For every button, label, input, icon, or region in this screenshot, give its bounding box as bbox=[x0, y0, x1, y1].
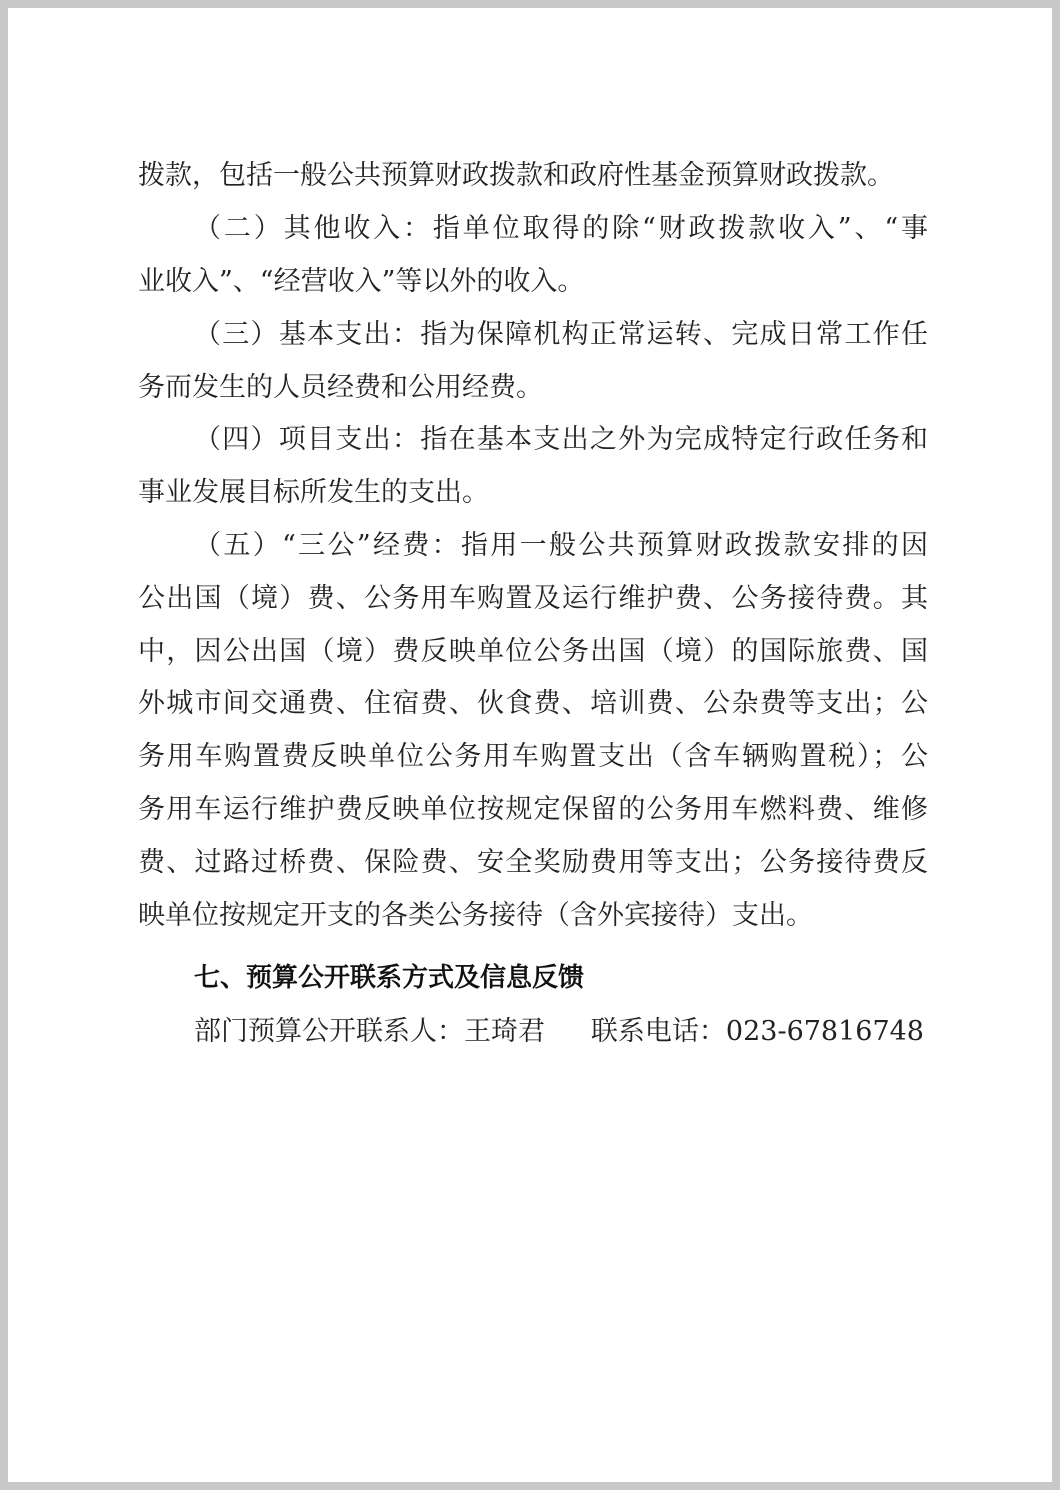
paragraph-line: 费、过路过桥费、保险费、安全奖励费用等支出；公务接待费反 bbox=[138, 847, 928, 878]
paragraph-line: （五）“三公”经费：指用一般公共预算财政拨款安排的因 bbox=[194, 530, 928, 561]
paragraph-line: 务用车运行维护费反映单位按规定保留的公务用车燃料费、维修 bbox=[138, 794, 928, 825]
paragraph-line: （三）基本支出：指为保障机构正常运转、完成日常工作任 bbox=[194, 319, 928, 350]
document-page bbox=[8, 8, 1052, 1482]
section-heading: 七、预算公开联系方式及信息反馈 bbox=[194, 963, 585, 993]
paragraph-line: 业收入”、“经营收入”等以外的收入。 bbox=[138, 266, 585, 297]
contact-phone: 联系电话：023-67816748 bbox=[590, 1016, 924, 1047]
paragraph-line: 公出国（境）费、公务用车购置及运行维护费、公务接待费。其 bbox=[138, 583, 928, 614]
paragraph-line: 事业发展目标所发生的支出。 bbox=[138, 477, 489, 508]
contact-row bbox=[194, 1014, 924, 1050]
paragraph-line: （四）项目支出：指在基本支出之外为完成特定行政任务和 bbox=[194, 424, 928, 455]
paragraph-line: （二）其他收入：指单位取得的除“财政拨款收入”、“事 bbox=[194, 213, 928, 244]
paragraph-line: 拨款，包括一般公共预算财政拨款和政府性基金预算财政拨款。 bbox=[138, 160, 894, 191]
paragraph-line: 务用车购置费反映单位公务用车购置支出（含车辆购置税）；公 bbox=[138, 741, 928, 772]
paragraph-line: 务而发生的人员经费和公用经费。 bbox=[138, 372, 543, 403]
paragraph-line: 中，因公出国（境）费反映单位公务出国（境）的国际旅费、国 bbox=[138, 636, 928, 667]
contact-person: 部门预算公开联系人：王琦君 bbox=[194, 1016, 545, 1047]
paragraph-line: 映单位按规定开支的各类公务接待（含外宾接待）支出。 bbox=[138, 900, 813, 931]
paragraph-line: 外城市间交通费、住宿费、伙食费、培训费、公杂费等支出；公 bbox=[138, 688, 928, 719]
